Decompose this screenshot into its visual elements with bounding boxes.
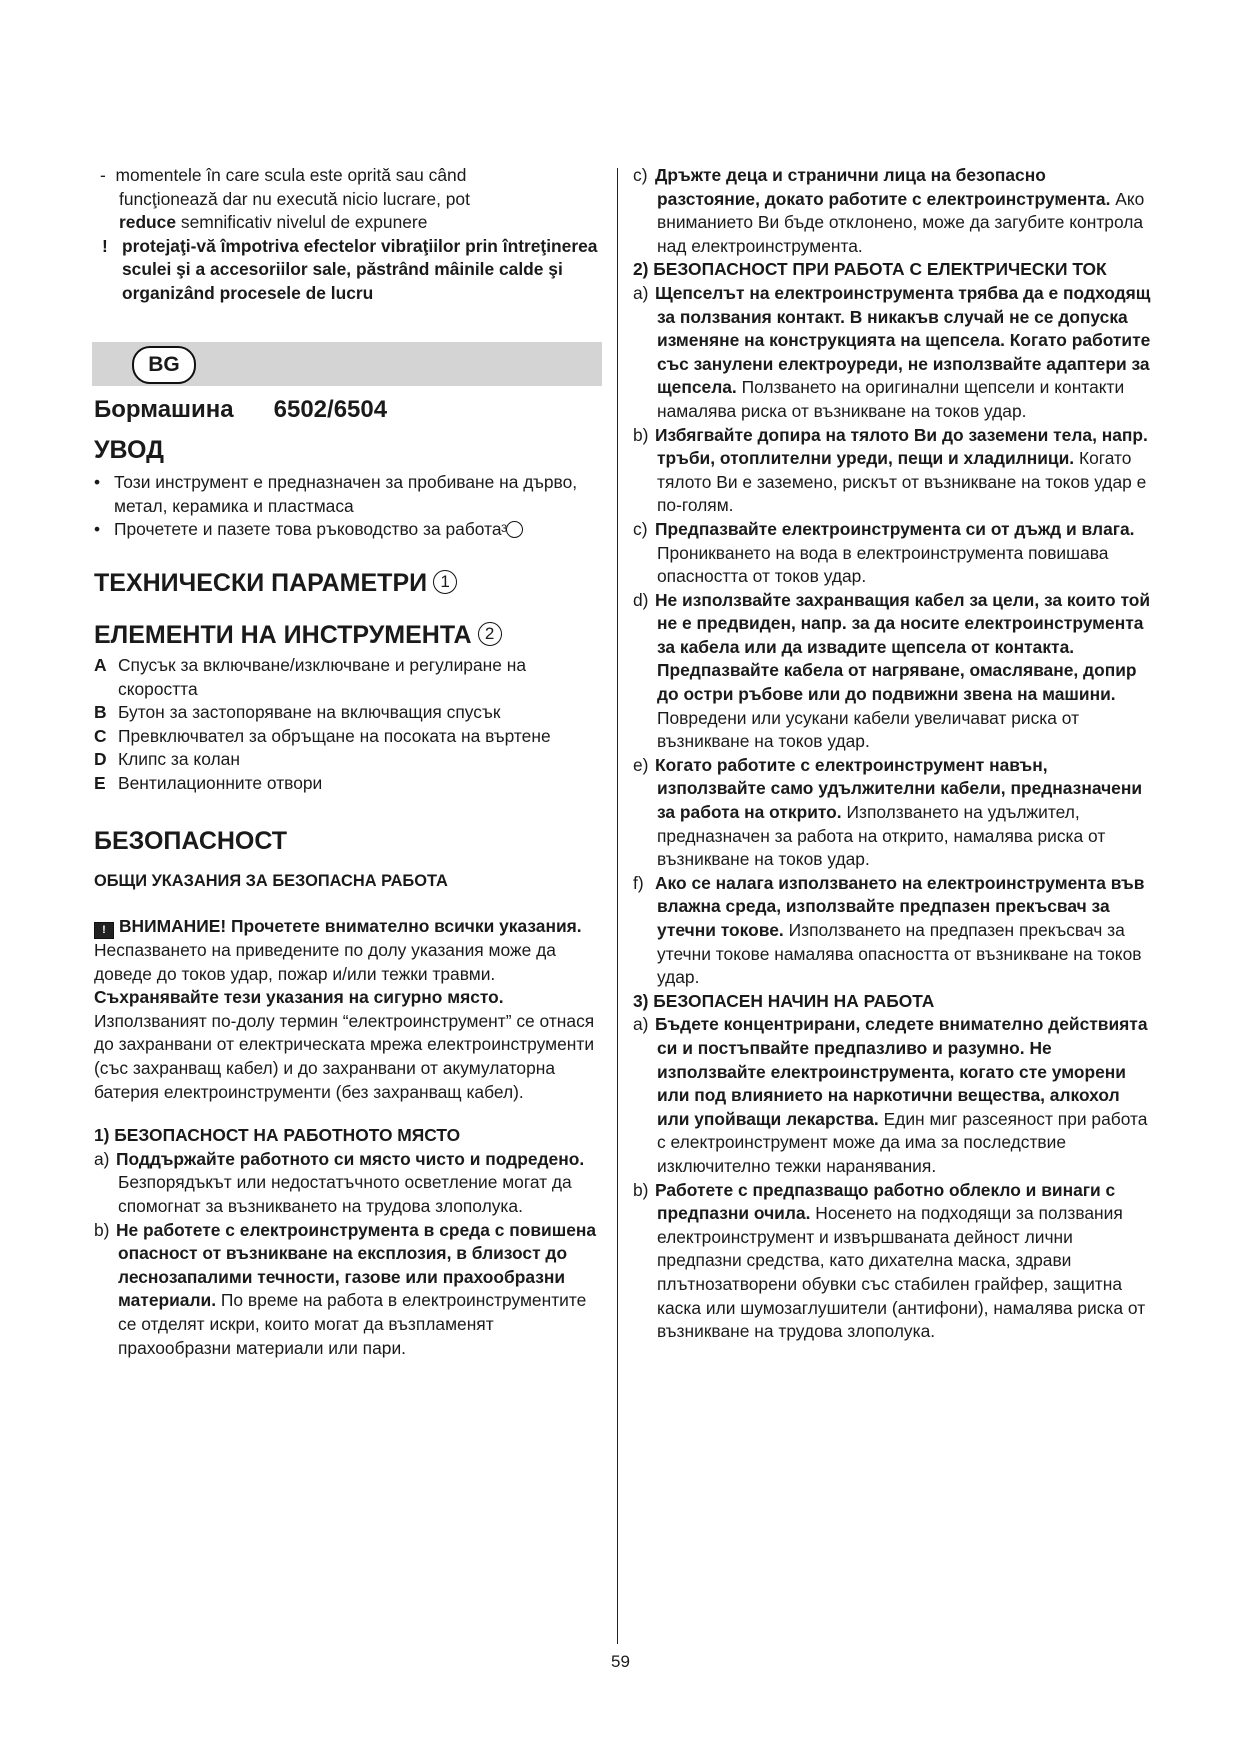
- list-item: c) Предпазвайте електроинструмента си от дъжд и влага. Проникването на вода в електроинструмента повишава опасността от токов удар.: [633, 518, 1135, 587]
- right-column: [633, 164, 1153, 1344]
- general-warning-paragraph: ! ВНИМАНИЕ! Прочетете внимателно всички указания. Неспазването на приведените по долу указания може да доведе до токов удар, пожар и/или тежки травми. Съхранявайте тези указания на сигурно място. Използваният по-долу термин “електроинструмент” се отнася до захранвани от електрическата мрежа електроинструменти (със захранващ кабел) и до захранвани от акумулаторна батерия електроинструменти (без захранващ кабел).: [94, 916, 595, 1102]
- list-item: b) Избягвайте допира на тялото Ви до заземени тела, напр. тръби, отоплителни уреди, пещи и хладилници. Когато тялото Ви е заземено, рискът от възникване на токов удар е по-голям.: [633, 424, 1148, 516]
- column-divider: [617, 168, 618, 1644]
- product-name: Бормашина: [94, 395, 234, 423]
- figure-ref-icon: 1: [433, 570, 457, 594]
- list-item: e) Когато работите с електроинструмент навън, използвайте само удължителни кабели, предназначени за работа на открито. Използването на удължител, предназначен за работа на открито, намалява риска от възникване на токов удар.: [633, 754, 1143, 870]
- list-item: b) Работете с предпазващо работно облекло и винаги с предпазни очила. Носенето на подходящи за ползвания електроинструмент и извършваната дейност лични предпазни средства, като дихателна маска, здрави плътнозатворени обувки със стабилен грайфер, защитна каска или шумозаглушители (антифони), намалява риска от възникване на трудова злополука.: [633, 1179, 1146, 1342]
- list-item: B Бутон за застопоряване на включващия спусък: [94, 702, 501, 723]
- warning-text: protejaţi-vă împotriva efectelor vibraţiilor prin întreţinerea sculei şi a accesoriilor sale, păstrând mâinile calde şi organizând procesele de lucru: [122, 235, 598, 303]
- figure-ref-icon: 3: [506, 521, 523, 538]
- intro-bullet: • Прочетете и пазете това ръководство за работа3: [94, 518, 606, 542]
- language-badge: BG: [132, 346, 196, 384]
- list-item: a) Щепселът на електроинструмента трябва да е подходящ за ползвания контакт. В никакъв случай не се допуска изменяне на конструкцията на щепсела. Когато работите със занулени електроуреди, не използвайте адаптери за щепсела. Ползването на оригинални щепсели и контакти намалява риска от възникване на токов удар.: [633, 282, 1151, 421]
- continued-dash-item: - momentele în care scula este oprită sau când funcţionează dar nu execută nicio lucrare, pot reduce semnificativ nivelul de expunere: [100, 165, 470, 233]
- section3-heading: 3) БЕЗОПАСЕН НАЧИН НА РАБОТА: [633, 990, 935, 1011]
- list-item: b) Не работете с електроинструмента в среда с повишена опасност от възникване на експлозия, в близост до леснозапалими течности, газове или прахообразни материали. По време на работа в електроинструментите се отделят искри, които могат да възпламенят прахообразни материали или пари.: [94, 1219, 597, 1358]
- elements-list: [94, 654, 606, 796]
- list-item: d) Не използвайте захранващия кабел за цели, за които той не е предвиден, напр. за да носите електроинструмента за кабела или да извадите щепсела от контакта. Предпазвайте кабела от нагряване, омасляване, допир до остри ръбове или до подвижни звена на машини. Повредени или усукани кабели увеличават риска от възникване на токов удар.: [633, 589, 1151, 752]
- tech-params-heading: ТЕХНИЧЕСКИ ПАРАМЕТРИ 1: [94, 568, 606, 598]
- list-item: C Превключвател за обръщане на посоката на въртене: [94, 725, 551, 746]
- list-item: a) Поддържайте работното си място чисто и подредено. Безпорядъкът или недостатъчното осветление могат да спомогнат за възникването на трудова злополука.: [94, 1148, 585, 1217]
- list-item: D Клипс за колан: [94, 749, 240, 770]
- continued-warning-item: [94, 235, 606, 306]
- intro-bullet: • Този инструмент е предназначен за пробиване на дърво, метал, керамика и пластмаса: [94, 472, 578, 516]
- language-bar: [92, 342, 602, 386]
- left-column: [94, 164, 606, 1360]
- general-instructions-subheading: ОБЩИ УКАЗАНИЯ ЗА БЕЗОПАСНА РАБОТА: [94, 871, 448, 890]
- section1-heading: 1) БЕЗОПАСНОСТ НА РАБОТНОТО МЯСТО: [94, 1125, 461, 1146]
- elements-heading: ЕЛЕМЕНТИ НА ИНСТРУМЕНТА 2: [94, 620, 606, 650]
- list-item: f) Ако се налага използването на електроинструмента във влажна среда, използвайте предпазен прекъсвач за утечни токове. Използването на предпазен прекъсвач за утечни токове намалява опасността от възникване на токов удар.: [633, 872, 1145, 988]
- warning-triangle-icon: !: [94, 922, 114, 939]
- list-item: a) Бъдете концентрирани, следете внимателно действията си и постъпвайте предпазливо и разумно. Не използвайте електроинструмента, когато сте уморени или под влиянието на наркотични вещества, алкохол или упойващи лекарства. Един миг разсеяност при работа с електроинструмент може да има за последствие изключително тежки наранявания.: [633, 1014, 1148, 1176]
- intro-heading: УВОД: [94, 436, 164, 465]
- page-number: 59: [611, 1652, 630, 1671]
- list-item: c) Дръжте деца и странични лица на безопасно разстояние, докато работите с електроинструмента. Ако вниманието Ви бъде отклонено, може да загубите контрола над електроинструмента.: [633, 165, 1145, 256]
- exclamation-icon: !: [102, 235, 108, 256]
- figure-ref-icon: 2: [478, 622, 502, 646]
- product-title: [94, 395, 606, 423]
- section2-heading: 2) БЕЗОПАСНОСТ ПРИ РАБОТА С ЕЛЕКТРИЧЕСКИ ТОК: [633, 259, 1107, 280]
- product-model: 6502/6504: [273, 395, 388, 423]
- list-item: E Вентилационните отвори: [94, 772, 323, 793]
- safety-heading: БЕЗОПАСНОСТ: [94, 826, 288, 855]
- list-item: A Спусък за включване/изключване и регулиране на скоростта: [94, 654, 527, 699]
